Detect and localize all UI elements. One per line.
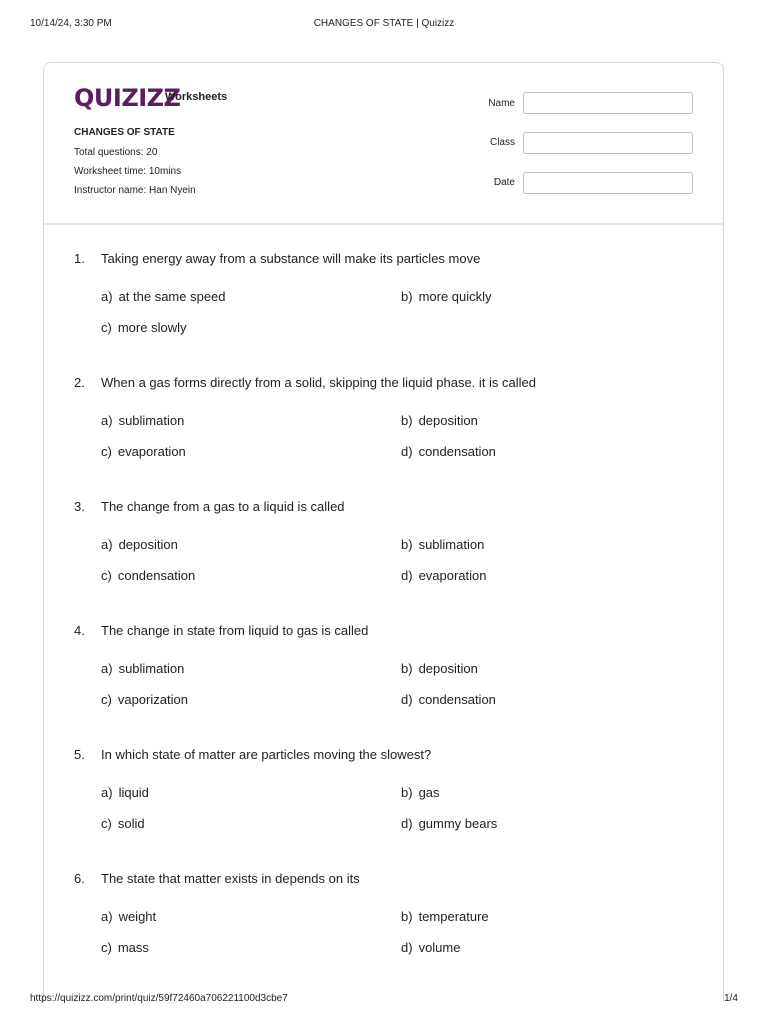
class-label: Class bbox=[489, 137, 515, 148]
option-c: c) solid bbox=[101, 816, 145, 831]
class-field[interactable] bbox=[523, 132, 693, 154]
question-text: The change in state from liquid to gas is called bbox=[101, 623, 369, 638]
print-url[interactable]: https://quizizz.com/print/quiz/59f72460a706221100d3cbe7 bbox=[30, 993, 288, 1004]
option-a: a) sublimation bbox=[101, 413, 185, 428]
question-number: 5. bbox=[74, 747, 85, 762]
worksheet-header bbox=[44, 63, 723, 225]
date-field[interactable] bbox=[523, 172, 693, 194]
option-c: c) evaporation bbox=[101, 444, 186, 459]
question-text: In which state of matter are particles moving the slowest? bbox=[101, 747, 432, 762]
instructor-name: Instructor name: Han Nyein bbox=[74, 185, 196, 196]
question-text: Taking energy away from a substance will make its particles move bbox=[101, 251, 481, 266]
option-d: d) condensation bbox=[401, 692, 496, 707]
total-questions: Total questions: 20 bbox=[74, 147, 158, 158]
option-a: a) weight bbox=[101, 909, 157, 924]
option-a: a) at the same speed bbox=[101, 289, 226, 304]
question-text: When a gas forms directly from a solid, skipping the liquid phase. it is called bbox=[101, 375, 536, 390]
question-number: 4. bbox=[74, 623, 85, 638]
name-field[interactable] bbox=[523, 92, 693, 114]
question-text: The change from a gas to a liquid is called bbox=[101, 499, 345, 514]
option-d: d) evaporation bbox=[401, 568, 487, 583]
option-b: b) gas bbox=[401, 785, 440, 800]
option-b: b) temperature bbox=[401, 909, 489, 924]
option-d: d) condensation bbox=[401, 444, 496, 459]
option-b: b) deposition bbox=[401, 661, 478, 676]
date-label: Date bbox=[493, 177, 515, 188]
print-header bbox=[30, 18, 738, 32]
name-label: Name bbox=[488, 98, 515, 109]
option-c: c) mass bbox=[101, 940, 149, 955]
print-footer bbox=[30, 993, 738, 1007]
worksheet-sheet bbox=[43, 62, 724, 1002]
option-a: a) sublimation bbox=[101, 661, 185, 676]
question-text: The state that matter exists in depends on its bbox=[101, 871, 360, 886]
print-datetime: 10/14/24, 3:30 PM bbox=[30, 18, 112, 29]
worksheet-time: Worksheet time: 10mins bbox=[74, 166, 182, 177]
option-d: d) volume bbox=[401, 940, 461, 955]
option-c: c) vaporization bbox=[101, 692, 188, 707]
page-number: 1/4 bbox=[724, 993, 738, 1004]
question-number: 2. bbox=[74, 375, 85, 390]
worksheet-title: CHANGES OF STATE bbox=[74, 127, 175, 138]
option-c: c) more slowly bbox=[101, 320, 187, 335]
option-c: c) condensation bbox=[101, 568, 196, 583]
option-d: d) gummy bears bbox=[401, 816, 498, 831]
question-number: 3. bbox=[74, 499, 85, 514]
question-number: 6. bbox=[74, 871, 85, 886]
print-page-title: CHANGES OF STATE | Quizizz bbox=[313, 18, 455, 29]
option-a: a) liquid bbox=[101, 785, 149, 800]
question-number: 1. bbox=[74, 251, 85, 266]
option-a: a) deposition bbox=[101, 537, 178, 552]
logo-subtitle: Worksheets bbox=[165, 91, 228, 103]
option-b: b) sublimation bbox=[401, 537, 485, 552]
quizizz-logo: QUIZIZZ bbox=[74, 84, 181, 112]
option-b: b) more quickly bbox=[401, 289, 492, 304]
option-b: b) deposition bbox=[401, 413, 478, 428]
